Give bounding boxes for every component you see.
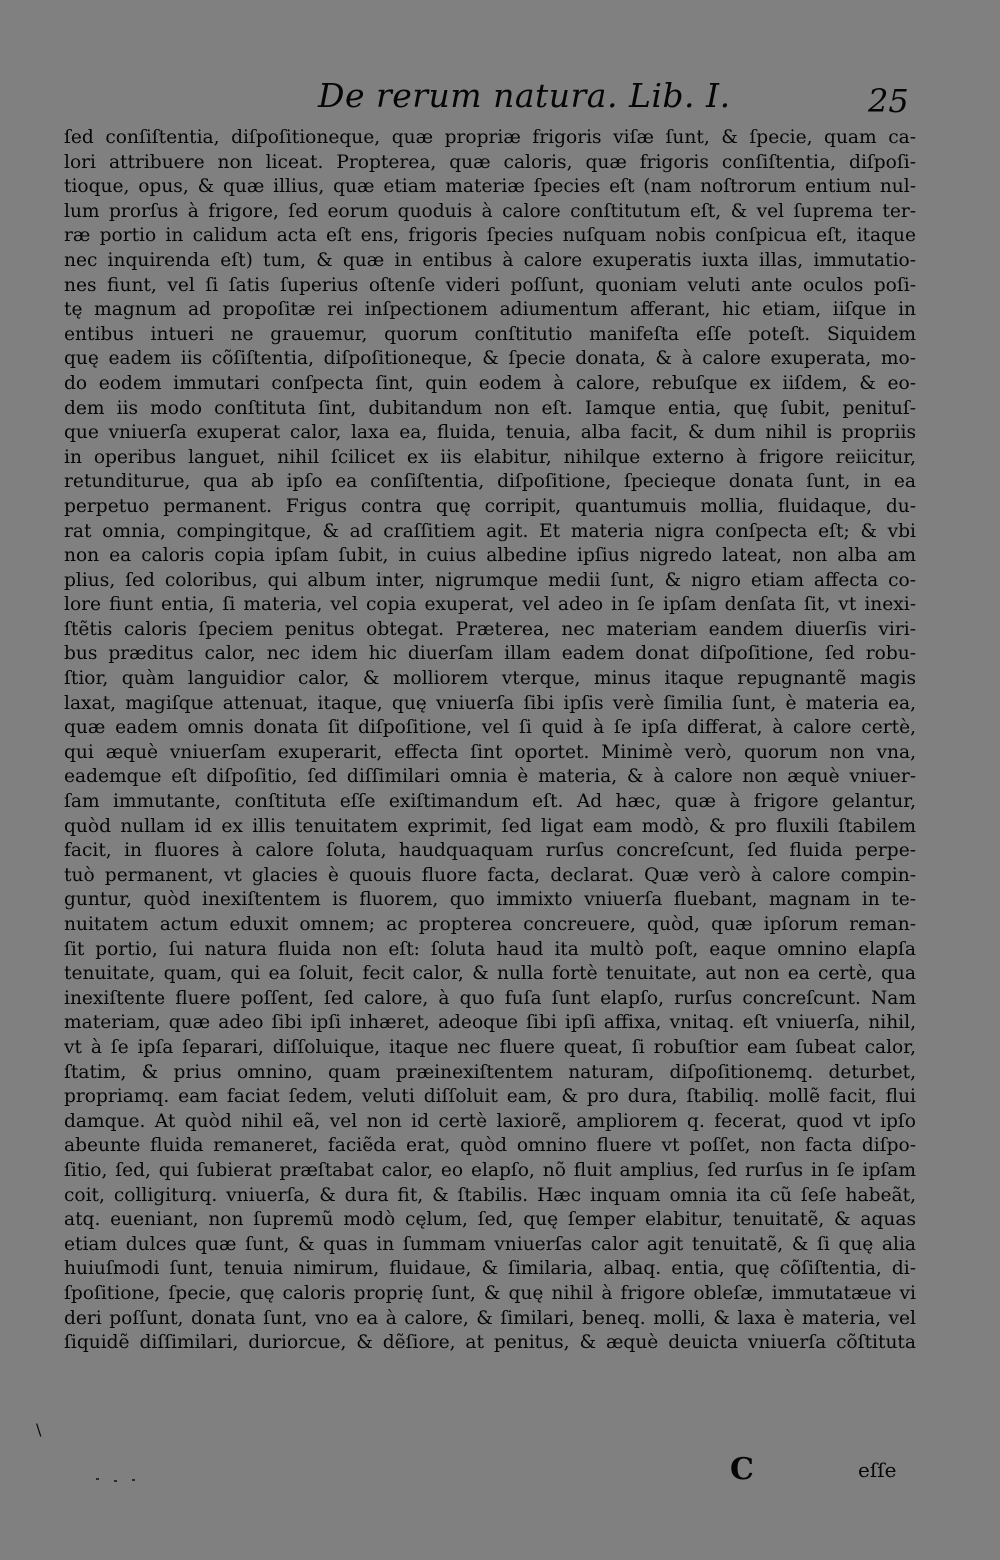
text-line: quę eadem iis cõſiſtentia, diſpoſitioneque, & ſpecie donata, & à calore exuperata, mo-: [64, 348, 916, 370]
text-line: vt à ſe ipſa ſeparari, diſſoluique, itaque nec fluere queat, ſi robuſtior eam ſubeat calor,: [64, 1036, 916, 1058]
text-line: ſit portio, ſui natura fluida non eſt: ſoluta haud ita multò poſt, eaque omnino elapſa: [64, 938, 916, 960]
text-line: dem iis modo conſtituta ſint, dubitandum non eſt. Iamque entia, quę ſubit, penituſ-: [64, 397, 916, 419]
page-footer: [0, 1450, 1000, 1490]
text-line: ræ portio in calidum acta eſt ens, frigoris ſpecies nuſquam nobis conſpicua eſt, itaque: [64, 225, 916, 247]
text-line: nuitatem actum eduxit omnem; ac propterea concreuere, quòd, quæ ipſorum reman-: [64, 914, 916, 935]
text-line: inexiſtente fluere poſſent, ſed calore, à quo fuſa ſunt elapſo, rurſus concreſcunt. Nam: [64, 987, 916, 1009]
text-line: eademque eſt diſpoſitio, ſed diſſimilari omnia è materia, & à calore non æquè vniuer-: [64, 766, 916, 788]
text-line: perpetuo permanent. Frigus contra quę corripit, quantumuis mollia, fluidaque, du-: [64, 495, 916, 517]
text-line: ſpoſitione, ſpecie, quę caloris proprię ſunt, & quę nihil à frigore obleſæ, immutatæue vi: [64, 1282, 916, 1304]
text-line: propriamq. eam faciat ſedem, veluti diſſoluit eam, & pro dura, ſtabiliq. mollẽ facit, flui: [64, 1086, 916, 1108]
text-line: non ea caloris copia ipſam ſubit, in cuius albedine ipſius nigredo lateat, non alba am: [64, 545, 916, 567]
text-line: ſiquidẽ diſſimilari, duriorcue, & dẽſiore, at penitus, & æquè deuicta vniuerſa cõſtituta: [64, 1332, 916, 1354]
text-line: ſed conſiſtentia, diſpoſitioneque, quæ propriæ frigoris viſæ ſunt, & ſpecie, quam ca-: [64, 127, 916, 148]
text-line: ſtẽtis caloris ſpeciem penitus obtegat. Præterea, nec materiam eandem diuerſis viri-: [64, 618, 916, 640]
body-text: [64, 126, 916, 1356]
text-line: retunditurue, qua ab ipſo ea conſiſtentia, diſpoſitione, ſpecieque donata ſunt, in ea: [64, 471, 916, 493]
text-line: abeunte fluida remaneret, faciẽda erat, quòd omnino fluere vt poſſet, non facta diſpo-: [64, 1135, 916, 1157]
text-line: facit, in fluores à calore ſoluta, haudquaquam rurſus concreſcunt, ſed fluida perpe-: [64, 840, 916, 862]
text-line: laxat, magiſque attenuat, itaque, quę vniuerſa ſibi ipſis verè ſimilia ſunt, è materia ea,: [64, 692, 916, 714]
text-line: materiam, quæ adeo ſibi ipſi inhæret, adeoque ſibi ipſi affixa, vnitaq. eſt vniuerſa, nihil,: [64, 1012, 916, 1034]
text-line: tuò permanent, vt glacies è quouis fluore facta, declarat. Quæ verò à calore compin-: [64, 864, 916, 886]
margin-mark: \: [36, 1420, 42, 1439]
text-line: ſtior, quàm languidior calor, & molliorem vterque, minus itaque repugnantẽ magis: [64, 668, 916, 690]
running-head: [0, 72, 1000, 122]
text-line: etiam dulces quæ ſunt, & quas in ſummam vniuerſas calor agit tenuitatẽ, & ſi quę alia: [64, 1233, 916, 1255]
text-line: quòd nullam id ex illis tenuitatem exprimit, ſed ligat eam modò, & pro fluxili ſtabilem: [64, 815, 916, 837]
text-line: lori attribuere non liceat. Propterea, quæ caloris, quæ frigoris conſiſtentia, diſpoſi-: [64, 151, 916, 173]
text-line: tioque, opus, & quæ illius, quæ etiam materiæ ſpecies eſt (nam noſtrorum entium nul-: [64, 176, 916, 198]
text-line: rat omnia, compingitque, & ad craſſitiem agit. Et materia nigra conſpecta eſt; & vbi: [64, 520, 916, 542]
text-line: deri poſſunt, donata ſunt, vno ea à calore, & ſimilari, beneq. molli, & laxa è materia, vel: [64, 1307, 916, 1329]
page-number: 25: [868, 82, 909, 120]
text-line: quæ eadem omnis donata ſit diſpoſitione, vel ſi quid à ſe ipſa differat, à calore certè,: [64, 717, 916, 739]
text-line: ſitio, ſed, qui ſubierat præſtabat calor, eo elapſo, nõ fluit amplius, ſed rurſus in ſe ipſam: [64, 1159, 916, 1181]
text-line: huiuſmodi ſunt, tenuia nimirum, fluidaue, & ſimilaria, albaq. entia, quę cõſiſtentia, di-: [64, 1258, 916, 1280]
ink-speck: [96, 1478, 99, 1480]
text-line: nes fiunt, vel ſi ſatis ſuperius oſtenſe videri poſſunt, quoniam veluti ante oculos poſi-: [64, 274, 916, 296]
text-line: bus præditus calor, nec idem hic diuerſam illam eadem donat diſpoſitione, ſed robu-: [64, 643, 916, 665]
text-line: atq. eueniant, non ſupremũ modò cęlum, ſed, quę ſemper elabitur, tenuitatẽ, & aquas: [64, 1209, 916, 1231]
text-line: plius, ſed coloribus, qui album inter, nigrumque medii ſunt, & nigro etiam affecta co-: [64, 569, 916, 591]
text-line: qui æquè vniuerſam exuperarit, effecta ſint oportet. Minimè verò, quorum non vna,: [64, 741, 916, 763]
ink-speck: [132, 1479, 135, 1481]
text-line: lore fiunt entia, ſi materia, vel copia exuperat, vel adeo in ſe ipſam denſata ſit, vt inexi-: [64, 594, 916, 616]
text-line: damque. At quòd nihil eã, vel non id certè laxiorẽ, ampliorem q. fecerat, quod vt ipſo: [64, 1110, 916, 1132]
text-line: tenuitate, quam, qui ea ſoluit, fecit calor, & nulla fortè tenuitate, aut non ea certè, qua: [64, 963, 916, 985]
text-line: ſam immutante, conſtituta eſſe exiſtimandum eſt. Ad hæc, quæ à frigore gelantur,: [64, 791, 916, 813]
text-line: guntur, quòd inexiſtentem is fluorem, quo immixto vniuerſa fluebant, magnam in te-: [64, 889, 916, 911]
text-line: que vniuerſa exuperat calor, laxa ea, fluida, tenuia, alba facit, & dum nihil is propriis: [64, 422, 916, 444]
catchword: eſſe: [858, 1458, 897, 1482]
text-line: do eodem immutari conſpecta ſint, quin eodem à calore, rebuſque ex iiſdem, & eo-: [64, 372, 916, 394]
text-line: entibus intueri ne grauemur, quorum conſtitutio manifeſta eſſe poteſt. Siquidem: [64, 323, 916, 345]
text-line: tę magnum ad propoſitæ rei inſpectionem adiumentum afferant, hic etiam, iiſque in: [64, 299, 916, 321]
text-line: lum prorſus à frigore, ſed eorum quoduis à calore conſtitutum eſt, & vel ſuprema ter-: [64, 200, 916, 222]
running-title: De rerum natura. Lib. I.: [318, 76, 731, 115]
text-line: ſtatim, & prius omnino, quam præinexiſtentem naturam, diſpoſitionemq. deturbet,: [64, 1061, 916, 1083]
text-line: nec inquirenda eſt) tum, & quæ in entibus à calore exuperatis iuxta illas, immutatio-: [64, 249, 916, 271]
signature-mark: C: [730, 1452, 754, 1487]
ink-speck: [114, 1480, 117, 1482]
text-line: in operibus languet, nihil ſcilicet ex iis elabitur, nihilque externo à frigore reiicitur,: [64, 446, 916, 468]
text-line: coit, colligiturq. vniuerſa, & dura fit, & ſtabilis. Hæc inquam omnia ita cũ ſeſe habeãt,: [64, 1184, 916, 1206]
